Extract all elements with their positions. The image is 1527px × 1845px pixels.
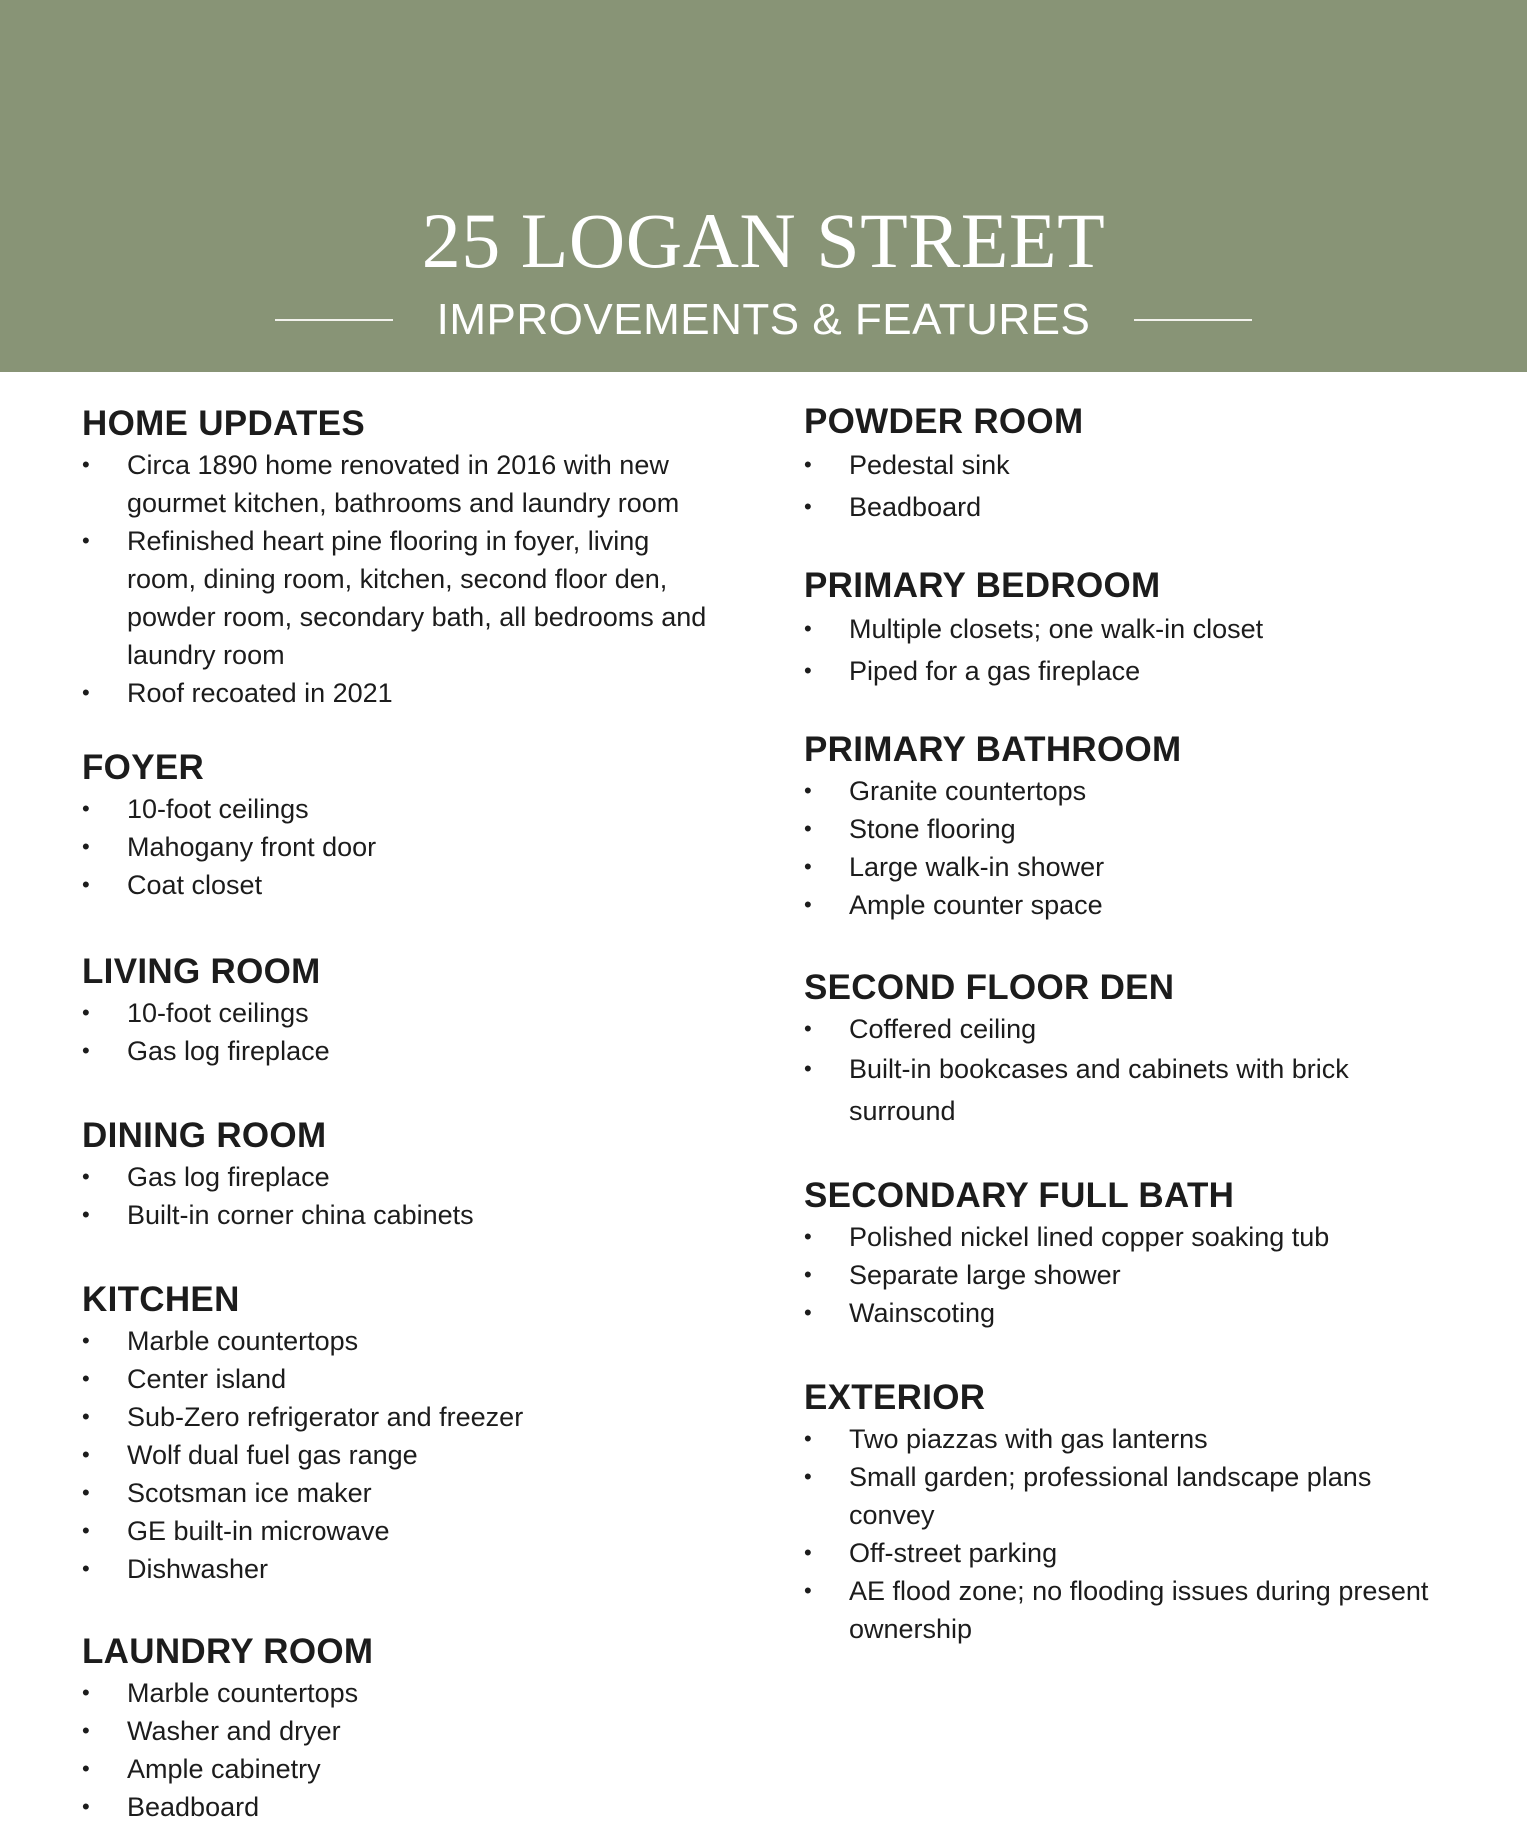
list-item: • Off-street parking [804, 1534, 1444, 1572]
list-item: • Wainscoting [804, 1294, 1444, 1332]
right-column [804, 400, 1444, 1648]
section-laundry-room [82, 1630, 722, 1826]
list-item: • Ample counter space [804, 886, 1444, 924]
list-item: • Mahogany front door [82, 828, 722, 866]
list-item: • Coffered ceiling [804, 1010, 1444, 1048]
section-secondary-full-bath [804, 1174, 1444, 1332]
section-title: EXTERIOR [804, 1378, 986, 1417]
subtitle-rule-left [275, 319, 393, 321]
list-item: • 10-foot ceilings [82, 994, 722, 1032]
list-item: • Piped for a gas fireplace [804, 650, 1444, 692]
list-item: • Stone flooring [804, 810, 1444, 848]
list-item: • Sub-Zero refrigerator and freezer [82, 1398, 722, 1436]
list-item: • Separate large shower [804, 1256, 1444, 1294]
header-banner [0, 0, 1527, 372]
left-column [82, 402, 722, 1826]
list-item: • GE built-in microwave [82, 1512, 722, 1550]
list-item: • Large walk-in shower [804, 848, 1444, 886]
section-title: DINING ROOM [82, 1116, 327, 1155]
section-title: KITCHEN [82, 1280, 240, 1319]
list-item: • Polished nickel lined copper soaking tub [804, 1218, 1444, 1256]
list-item: • 10-foot ceilings [82, 790, 722, 828]
list-item: • Granite countertops [804, 772, 1444, 810]
section-title: LAUNDRY ROOM [82, 1632, 374, 1671]
list-item: • Gas log fireplace [82, 1158, 722, 1196]
list-item: • Circa 1890 home renovated in 2016 with new gourmet kitchen, bathrooms and laundry room [82, 446, 722, 522]
list-item: • Beadboard [82, 1788, 722, 1826]
section-title: SECONDARY FULL BATH [804, 1176, 1235, 1215]
list-item: • Gas log fireplace [82, 1032, 722, 1070]
section-home-updates [82, 402, 722, 712]
list-item: • Marble countertops [82, 1674, 722, 1712]
list-item: • Small garden; professional landscape plans convey [804, 1458, 1444, 1534]
list-item: • Built-in bookcases and cabinets with brick surround [804, 1048, 1444, 1132]
section-title: HOME UPDATES [82, 404, 365, 443]
section-title: FOYER [82, 748, 205, 787]
list-item: • Wolf dual fuel gas range [82, 1436, 722, 1474]
list-item: • Built-in corner china cabinets [82, 1196, 722, 1234]
list-item: • Multiple closets; one walk-in closet [804, 608, 1444, 650]
list-item: • Beadboard [804, 486, 1444, 528]
section-primary-bathroom [804, 728, 1444, 924]
section-primary-bedroom [804, 564, 1444, 692]
section-foyer [82, 746, 722, 904]
section-kitchen [82, 1278, 722, 1588]
page-subtitle: IMPROVEMENTS & FEATURES [436, 295, 1091, 344]
list-item: • AE flood zone; no flooding issues during present ownership [804, 1572, 1444, 1648]
section-title: LIVING ROOM [82, 952, 321, 991]
section-dining-room [82, 1114, 722, 1234]
section-title: PRIMARY BATHROOM [804, 730, 1182, 769]
list-item: • Refinished heart pine flooring in foyer, living room, dining room, kitchen, second floor den, powder room, secondary bath, all bedrooms and laundry room [82, 522, 722, 674]
list-item: • Two piazzas with gas lanterns [804, 1420, 1444, 1458]
list-item: • Coat closet [82, 866, 722, 904]
section-title: SECOND FLOOR DEN [804, 968, 1175, 1007]
subtitle-rule-right [1134, 319, 1252, 321]
section-powder-room [804, 400, 1444, 528]
section-exterior [804, 1376, 1444, 1648]
list-item: • Washer and dryer [82, 1712, 722, 1750]
list-item: • Ample cabinetry [82, 1750, 722, 1788]
page-title: 25 LOGAN STREET [421, 197, 1106, 284]
subtitle-row [0, 294, 1527, 346]
list-item: • Center island [82, 1360, 722, 1398]
list-item: • Roof recoated in 2021 [82, 674, 722, 712]
section-title: PRIMARY BEDROOM [804, 566, 1161, 605]
section-title: POWDER ROOM [804, 402, 1084, 441]
section-second-floor-den [804, 966, 1444, 1132]
list-item: • Dishwasher [82, 1550, 722, 1588]
list-item: • Scotsman ice maker [82, 1474, 722, 1512]
list-item: • Pedestal sink [804, 444, 1444, 486]
list-item: • Marble countertops [82, 1322, 722, 1360]
section-living-room [82, 950, 722, 1070]
